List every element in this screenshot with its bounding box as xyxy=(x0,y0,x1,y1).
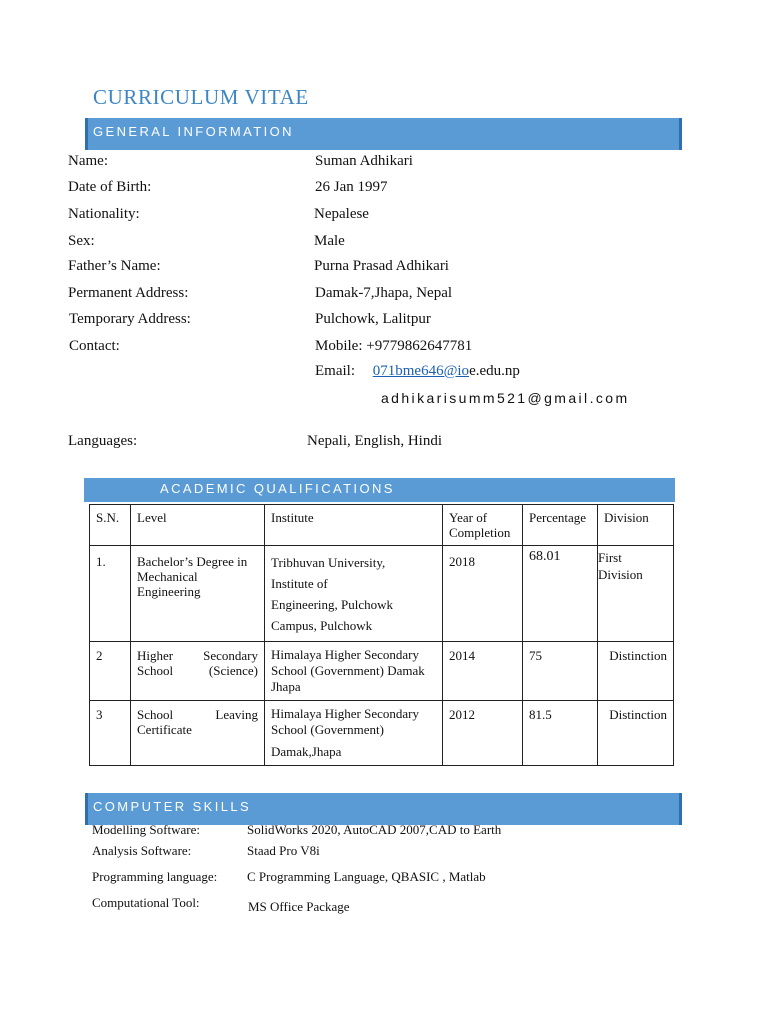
general-info-heading: GENERAL INFORMATION xyxy=(93,124,294,139)
institute-line: Damak,Jhapa xyxy=(271,744,342,759)
programming-label: Programming language: xyxy=(92,869,218,884)
table-row xyxy=(90,701,674,766)
header-institute: Institute xyxy=(265,505,443,546)
table-header-row xyxy=(90,505,674,546)
institute-line: Jhapa xyxy=(271,679,301,694)
academic-heading: ACADEMIC QUALIFICATIONS xyxy=(160,481,395,496)
temporary-address-value: Pulchowk, Lalitpur xyxy=(315,311,431,327)
header-percentage: Percentage xyxy=(523,505,598,546)
general-info-header xyxy=(85,118,682,150)
nationality-value: Nepalese xyxy=(314,206,369,222)
header-level: Level xyxy=(131,505,265,546)
institute-line: Engineering, Pulchowk xyxy=(271,597,394,612)
institute-line: Himalaya Higher Secondary xyxy=(271,647,420,662)
email-suffix: e.edu.np xyxy=(469,363,520,379)
analysis-label: Analysis Software: xyxy=(92,843,192,858)
table-row xyxy=(90,642,674,701)
header-year: Year of Completion xyxy=(443,505,523,546)
row-institute xyxy=(265,701,443,766)
cv-title: CURRICULUM VITAE xyxy=(93,85,309,109)
academic-table xyxy=(89,504,674,766)
row-sn: 1. xyxy=(90,546,131,642)
row-level: Bachelor’s Degree in Mechanical Engineering xyxy=(131,546,265,642)
institute-line: Campus, Pulchowk xyxy=(271,618,373,633)
row-division: First Division xyxy=(598,546,674,642)
table-row xyxy=(90,546,674,642)
row-level: Higher Secondary School (Science) xyxy=(131,642,265,701)
computational-label: Computational Tool: xyxy=(92,895,200,910)
contact-label: Contact: xyxy=(69,338,120,354)
dob-label: Date of Birth: xyxy=(68,179,152,195)
email-link[interactable]: 071bme646@io xyxy=(372,363,470,379)
row-year: 2014 xyxy=(443,642,523,701)
row-division: Distinction xyxy=(598,642,674,701)
institute-line: School (Government) Damak xyxy=(271,663,425,678)
computer-skills-header xyxy=(85,793,682,825)
institute-line: Tribhuvan University, xyxy=(271,555,386,570)
computational-value: MS Office Package xyxy=(248,899,350,914)
header-division: Division xyxy=(598,505,674,546)
row-institute xyxy=(265,546,443,642)
row-division: Distinction xyxy=(598,701,674,766)
email-label: Email: xyxy=(315,363,355,379)
row-sn: 3 xyxy=(90,701,131,766)
programming-value: C Programming Language, QBASIC , Matlab xyxy=(247,869,486,884)
row-percentage: 75 xyxy=(523,642,598,701)
name-label: Name: xyxy=(68,153,108,169)
row-level: School Leaving Certificate xyxy=(131,701,265,766)
computer-skills-heading: COMPUTER SKILLS xyxy=(93,799,252,814)
analysis-value: Staad Pro V8i xyxy=(247,843,320,858)
permanent-address-label: Permanent Address: xyxy=(68,285,189,301)
languages-label: Languages: xyxy=(68,433,138,449)
father-name-label: Father’s Name: xyxy=(68,258,161,274)
sex-value: Male xyxy=(314,233,345,249)
header-sn: S.N. xyxy=(90,505,131,546)
sex-label: Sex: xyxy=(68,233,95,249)
institute-line: School (Government) xyxy=(271,722,385,737)
email-line xyxy=(315,363,520,380)
row-year: 2018 xyxy=(443,546,523,642)
mobile-value: Mobile: +9779862647781 xyxy=(315,338,473,354)
dob-value: 26 Jan 1997 xyxy=(315,179,388,195)
row-sn: 2 xyxy=(90,642,131,701)
name-value: Suman Adhikari xyxy=(315,153,413,169)
institute-line: Himalaya Higher Secondary xyxy=(271,706,420,721)
academic-header xyxy=(84,478,675,502)
row-percentage: 81.5 xyxy=(523,701,598,766)
email-alt: adhikarisumm521@gmail.com xyxy=(381,390,630,406)
languages-value: Nepali, English, Hindi xyxy=(307,433,442,449)
permanent-address-value: Damak-7,Jhapa, Nepal xyxy=(315,285,453,301)
row-year: 2012 xyxy=(443,701,523,766)
modelling-label: Modelling Software: xyxy=(92,822,200,837)
temporary-address-label: Temporary Address: xyxy=(69,311,191,327)
nationality-label: Nationality: xyxy=(68,206,140,222)
modelling-value: SolidWorks 2020, AutoCAD 2007,CAD to Earth xyxy=(247,822,502,837)
institute-line: Institute of xyxy=(271,576,328,591)
row-institute xyxy=(265,642,443,701)
father-name-value: Purna Prasad Adhikari xyxy=(314,258,449,274)
row-percentage: 68.01 xyxy=(523,546,598,642)
